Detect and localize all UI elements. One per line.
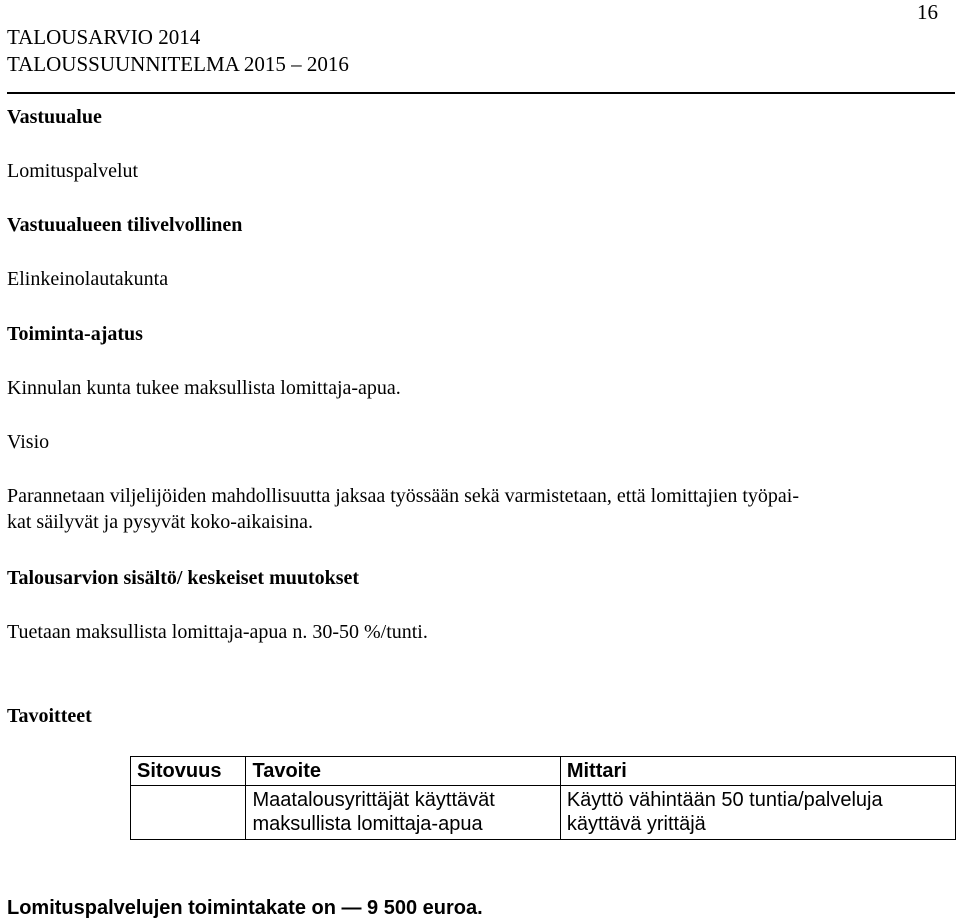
table-row: [131, 786, 956, 840]
cell-tavoite-line: Maatalousyrittäjät käyttävät: [252, 789, 495, 811]
column-header-sitovuus: Sitovuus: [131, 757, 246, 786]
header-budget-title: TALOUSARVIO 2014: [7, 25, 201, 49]
tilivelvollinen-heading: Vastuualueen tilivelvollinen: [7, 214, 243, 236]
cell-sitovuus: [131, 786, 246, 840]
visio-text-line: Parannetaan viljelijöiden mahdollisuutta jaksaa työssään sekä varmistetaan, että lomittajien työpai-: [7, 485, 799, 507]
talousarvio-value: Tuetaan maksullista lomittaja-apua n. 30-50 %/tunti.: [7, 621, 428, 643]
tavoitteet-heading: Tavoitteet: [7, 705, 92, 727]
cell-tavoite: [246, 786, 560, 840]
talousarvio-heading: Talousarvion sisältö/ keskeiset muutokset: [7, 567, 360, 589]
vastuualue-value: Lomituspalvelut: [7, 160, 139, 182]
summary-text: Lomituspalvelujen toimintakate on — 9 500 euroa.: [7, 897, 483, 919]
cell-mittari-line: Käyttö vähintään 50 tuntia/palveluja: [566, 789, 883, 811]
column-header-tavoite: Tavoite: [246, 757, 560, 786]
toiminta-ajatus-heading: Toiminta-ajatus: [7, 323, 143, 345]
vastuualue-heading: Vastuualue: [7, 106, 102, 128]
toiminta-ajatus-value: Kinnulan kunta tukee maksullista lomittaja-apua.: [7, 377, 401, 399]
header-divider: [7, 92, 955, 94]
visio-heading: Visio: [7, 431, 50, 453]
page-number: 16: [917, 0, 938, 24]
cell-mittari: [560, 786, 955, 840]
goals-table: [130, 756, 956, 840]
header-plan-title: TALOUSSUUNNITELMA 2015 – 2016: [7, 52, 349, 76]
cell-mittari-line: käyttävä yrittäjä: [566, 813, 706, 835]
visio-text-line: kat säilyvät ja pysyvät koko-aikaisina.: [7, 511, 314, 533]
cell-tavoite-line: maksullista lomittaja-apua: [252, 813, 483, 835]
tilivelvollinen-value: Elinkeinolautakunta: [7, 268, 169, 290]
table-header-row: [131, 757, 956, 786]
column-header-mittari: Mittari: [560, 757, 955, 786]
